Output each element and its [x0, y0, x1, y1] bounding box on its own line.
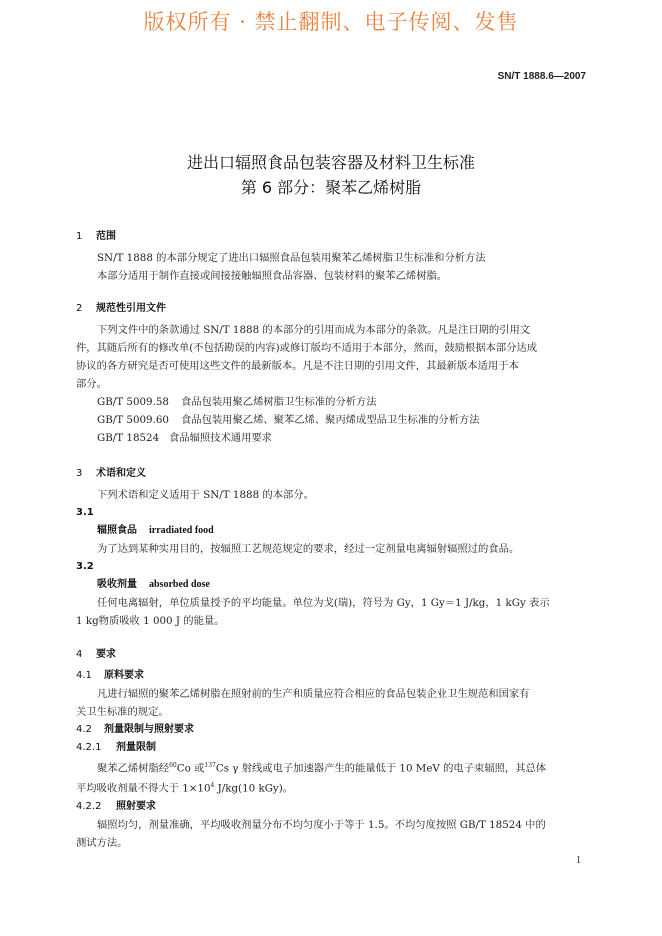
section-1-heading [76, 227, 116, 242]
watermark-banner: 版权所有 · 禁止翻制、电子传阅、发售 [143, 10, 519, 34]
section-3-body [76, 486, 588, 630]
term-3-1 [76, 522, 588, 540]
section-4-heading [76, 645, 116, 660]
section-number: 4 [76, 649, 83, 660]
section-2-body [76, 321, 588, 447]
term-cn: 吸收剂量 [97, 579, 137, 590]
page-title: 进出口辐照食品包装容器及材料卫生标准 [186, 153, 475, 172]
term-definition-line: 任何电离辐射，单位质量授予的平均能量。单位为戈(瑞)，符号为 Gy，1 Gy＝1 J/kg，1 kGy 表示 [97, 597, 550, 609]
section-title: 术语和定义 [96, 468, 146, 479]
paragraph-line: 部分。 [76, 378, 107, 390]
section-4-body [76, 667, 588, 852]
paragraph-line: 辐照均匀，剂量准确，平均吸收剂量分布不均匀度小于等于 1.5。不均匀度按照 GB/T 18524 中的 [97, 818, 546, 831]
paragraph-line: 凡进行辐照的聚苯乙烯树脂在照射前的生产和质量应符合相应的食品包装企业卫生规范和国家有 [97, 688, 530, 700]
section-title: 规范性引用文件 [96, 303, 166, 314]
paragraph-line [76, 757, 588, 777]
superscript: 4 [210, 782, 215, 790]
subsection-number: 4.2.2 [76, 800, 102, 812]
paragraph-line: 协议的各方研究是否可使用这些文件的最新版本。凡是不注日期的引用文件，其最新版本适用于本 [76, 360, 519, 372]
section-2-heading [76, 299, 166, 314]
term-number: 3.2 [76, 561, 94, 572]
section-title: 要求 [96, 649, 116, 660]
paragraph-line: 关卫生标准的规定。 [76, 706, 169, 718]
standard-number: SN/T 1888.6—2007 [497, 71, 586, 82]
subsection-4-2-2-heading [76, 798, 588, 816]
reference-item [76, 393, 588, 411]
text-run: 聚苯乙烯树脂经 [97, 762, 170, 775]
section-1-body [76, 249, 486, 285]
subsection-title: 照射要求 [116, 800, 156, 812]
superscript: 60 [169, 762, 177, 769]
reference-code: GB/T 18524 [97, 432, 160, 444]
text-run: J/kg(10 kGy)。 [214, 782, 294, 795]
paragraph: SN/T 1888 的本部分规定了进出口辐照食品包装用聚苯乙烯树脂卫生标准和分析方法 [97, 252, 486, 264]
subsection-title: 剂量限制 [116, 742, 156, 753]
superscript: 137 [204, 762, 216, 769]
subsection-number: 4.2.1 [76, 742, 102, 753]
subsection-number: 4.1 [76, 670, 92, 681]
reference-title: 食品辐照技术通用要求 [169, 432, 272, 444]
reference-title: 食品包装用聚乙烯、聚苯乙烯、聚丙烯成型品卫生标准的分析方法 [181, 414, 480, 426]
term-definition-line: 1 kg物质吸收 1 000 J 的能量。 [76, 615, 225, 627]
reference-item [76, 429, 588, 447]
reference-item [76, 411, 588, 429]
subsection-number: 4.2 [76, 724, 92, 735]
section-number: 3 [76, 468, 83, 479]
section-number: 2 [76, 303, 83, 314]
reference-title: 食品包装用聚乙烯树脂卫生标准的分析方法 [181, 396, 377, 408]
page-number: 1 [576, 855, 581, 866]
text-run: Cs γ 射线或电子加速器产生的能量低于 10 MeV 的电子束辐照，其总体 [215, 762, 547, 775]
term-cn: 辐照食品 [97, 525, 137, 536]
term-3-2 [76, 576, 588, 594]
paragraph: 本部分适用于制作直接或间接接触辐照食品容器、包装材料的聚苯乙烯树脂。 [97, 270, 448, 282]
paragraph-line [76, 777, 588, 797]
term-en: absorbed dose [149, 579, 210, 590]
section-number: 1 [76, 231, 83, 242]
term-definition: 为了达到某种实用目的，按辐照工艺规范规定的要求，经过一定剂量电离辐射辐照过的食品。 [97, 543, 520, 555]
reference-code: GB/T 5009.60 [97, 414, 169, 426]
section-title: 范围 [96, 231, 116, 242]
section-3-heading [76, 464, 146, 479]
text-run: 平均吸收剂量不得大于 1×10 [76, 782, 211, 795]
paragraph: 下列术语和定义适用于 SN/T 1888 的本部分。 [97, 489, 314, 501]
paragraph-line: 下列文件中的条款通过 SN/T 1888 的本部分的引用而成为本部分的条款。凡是注日期的引用文 [97, 324, 531, 336]
subsection-4-2-1-heading [76, 739, 588, 757]
term-number: 3.1 [76, 507, 94, 518]
subsection-title: 原料要求 [104, 670, 144, 681]
subsection-title: 剂量限制与照射要求 [104, 724, 194, 735]
subsection-4-1-heading [76, 667, 588, 685]
page-subtitle: 第 6 部分：聚苯乙烯树脂 [240, 178, 422, 197]
paragraph-line: 件，其随后所有的修改单(不包括勘误的内容)或修订版均不适用于本部分，然而，鼓励根据本部分达成 [76, 342, 538, 354]
reference-code: GB/T 5009.58 [97, 396, 169, 408]
paragraph-line: 测试方法。 [76, 836, 128, 849]
subsection-4-2-heading [76, 721, 588, 739]
term-en: irradiated food [149, 525, 214, 536]
text-run: Co 或 [176, 762, 205, 775]
